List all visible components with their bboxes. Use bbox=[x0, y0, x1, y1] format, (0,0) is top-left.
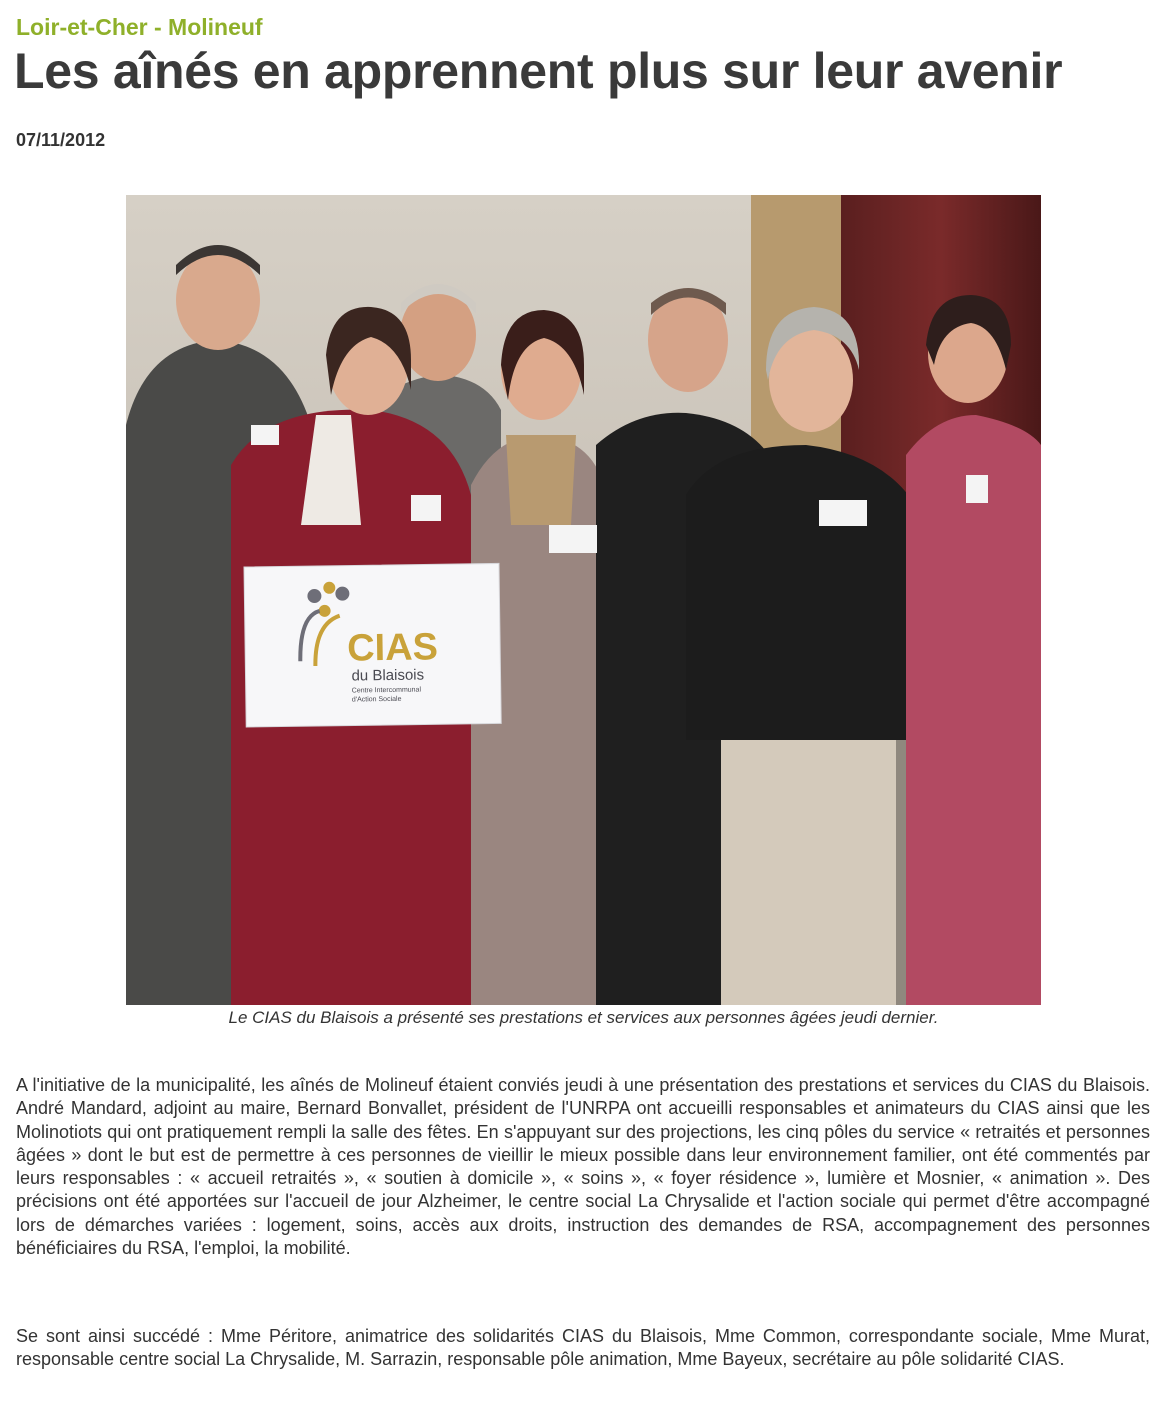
cias-sign bbox=[244, 563, 501, 727]
cias-sign-subtitle: du Blaisois bbox=[351, 666, 425, 685]
article-date: 07/11/2012 bbox=[16, 130, 106, 150]
photo-caption: Le CIAS du Blaisois a présenté ses prestations et services aux personnes âgées jeudi dernier. bbox=[228, 1008, 939, 1027]
article-paragraph-2: Se sont ainsi succédé : Mme Péritore, animatrice des solidarités CIAS du Blaisois, Mme Common, correspondante sociale, Mme Murat, responsable centre social La Chrysalide, M. Sarrazin, responsable pôle animation, Mme Bayeux, secrétaire au pôle solidarité CIAS. bbox=[16, 1326, 1150, 1370]
article-paragraph-1: A l'initiative de la municipalité, les aînés de Molineuf étaient conviés jeudi à une présentation des prestations et services du CIAS du Blaisois. André Mandard, adjoint au maire, Bernard Bonvallet, président de l'UNRPA ont accueilli responsables et animateurs du CIAS ainsi que les Molinotiots qui ont pratiquement rempli la salle des fêtes. En s'appuyant sur des projections, les cinq pôles du service « retraités et personnes âgées » dont le but est de permettre à ces personnes de vieillir le mieux possible dans leur environnement familier, ont été commentés par leurs responsables : « accueil retraités », « soutien à domicile », « soins », « foyer résidence », lumière et Mosnier, « animation ». Des précisions ont été apportées sur l'accueil de jour Alzheimer, le centre social La Chrysalide et l'action sociale qui permet d'être accompagné lors de démarches variées : logement, soins, accès aux droits, instruction des demandes de RSA, accompagnement des personnes bénéficiaires du RSA, l'emploi, la mobilité. bbox=[16, 1075, 1150, 1259]
article-photo bbox=[126, 195, 1041, 1005]
person-7 bbox=[906, 415, 1041, 1005]
cias-sign-line1: Centre Intercommunal bbox=[351, 686, 422, 695]
article-title: Les aînés en apprennent plus sur leur avenir bbox=[14, 43, 1063, 99]
cias-sign-line2: d'Action Sociale bbox=[351, 695, 402, 704]
cias-sign-brand: CIAS bbox=[346, 626, 439, 670]
article-kicker: Loir-et-Cher - Molineuf bbox=[16, 14, 263, 40]
